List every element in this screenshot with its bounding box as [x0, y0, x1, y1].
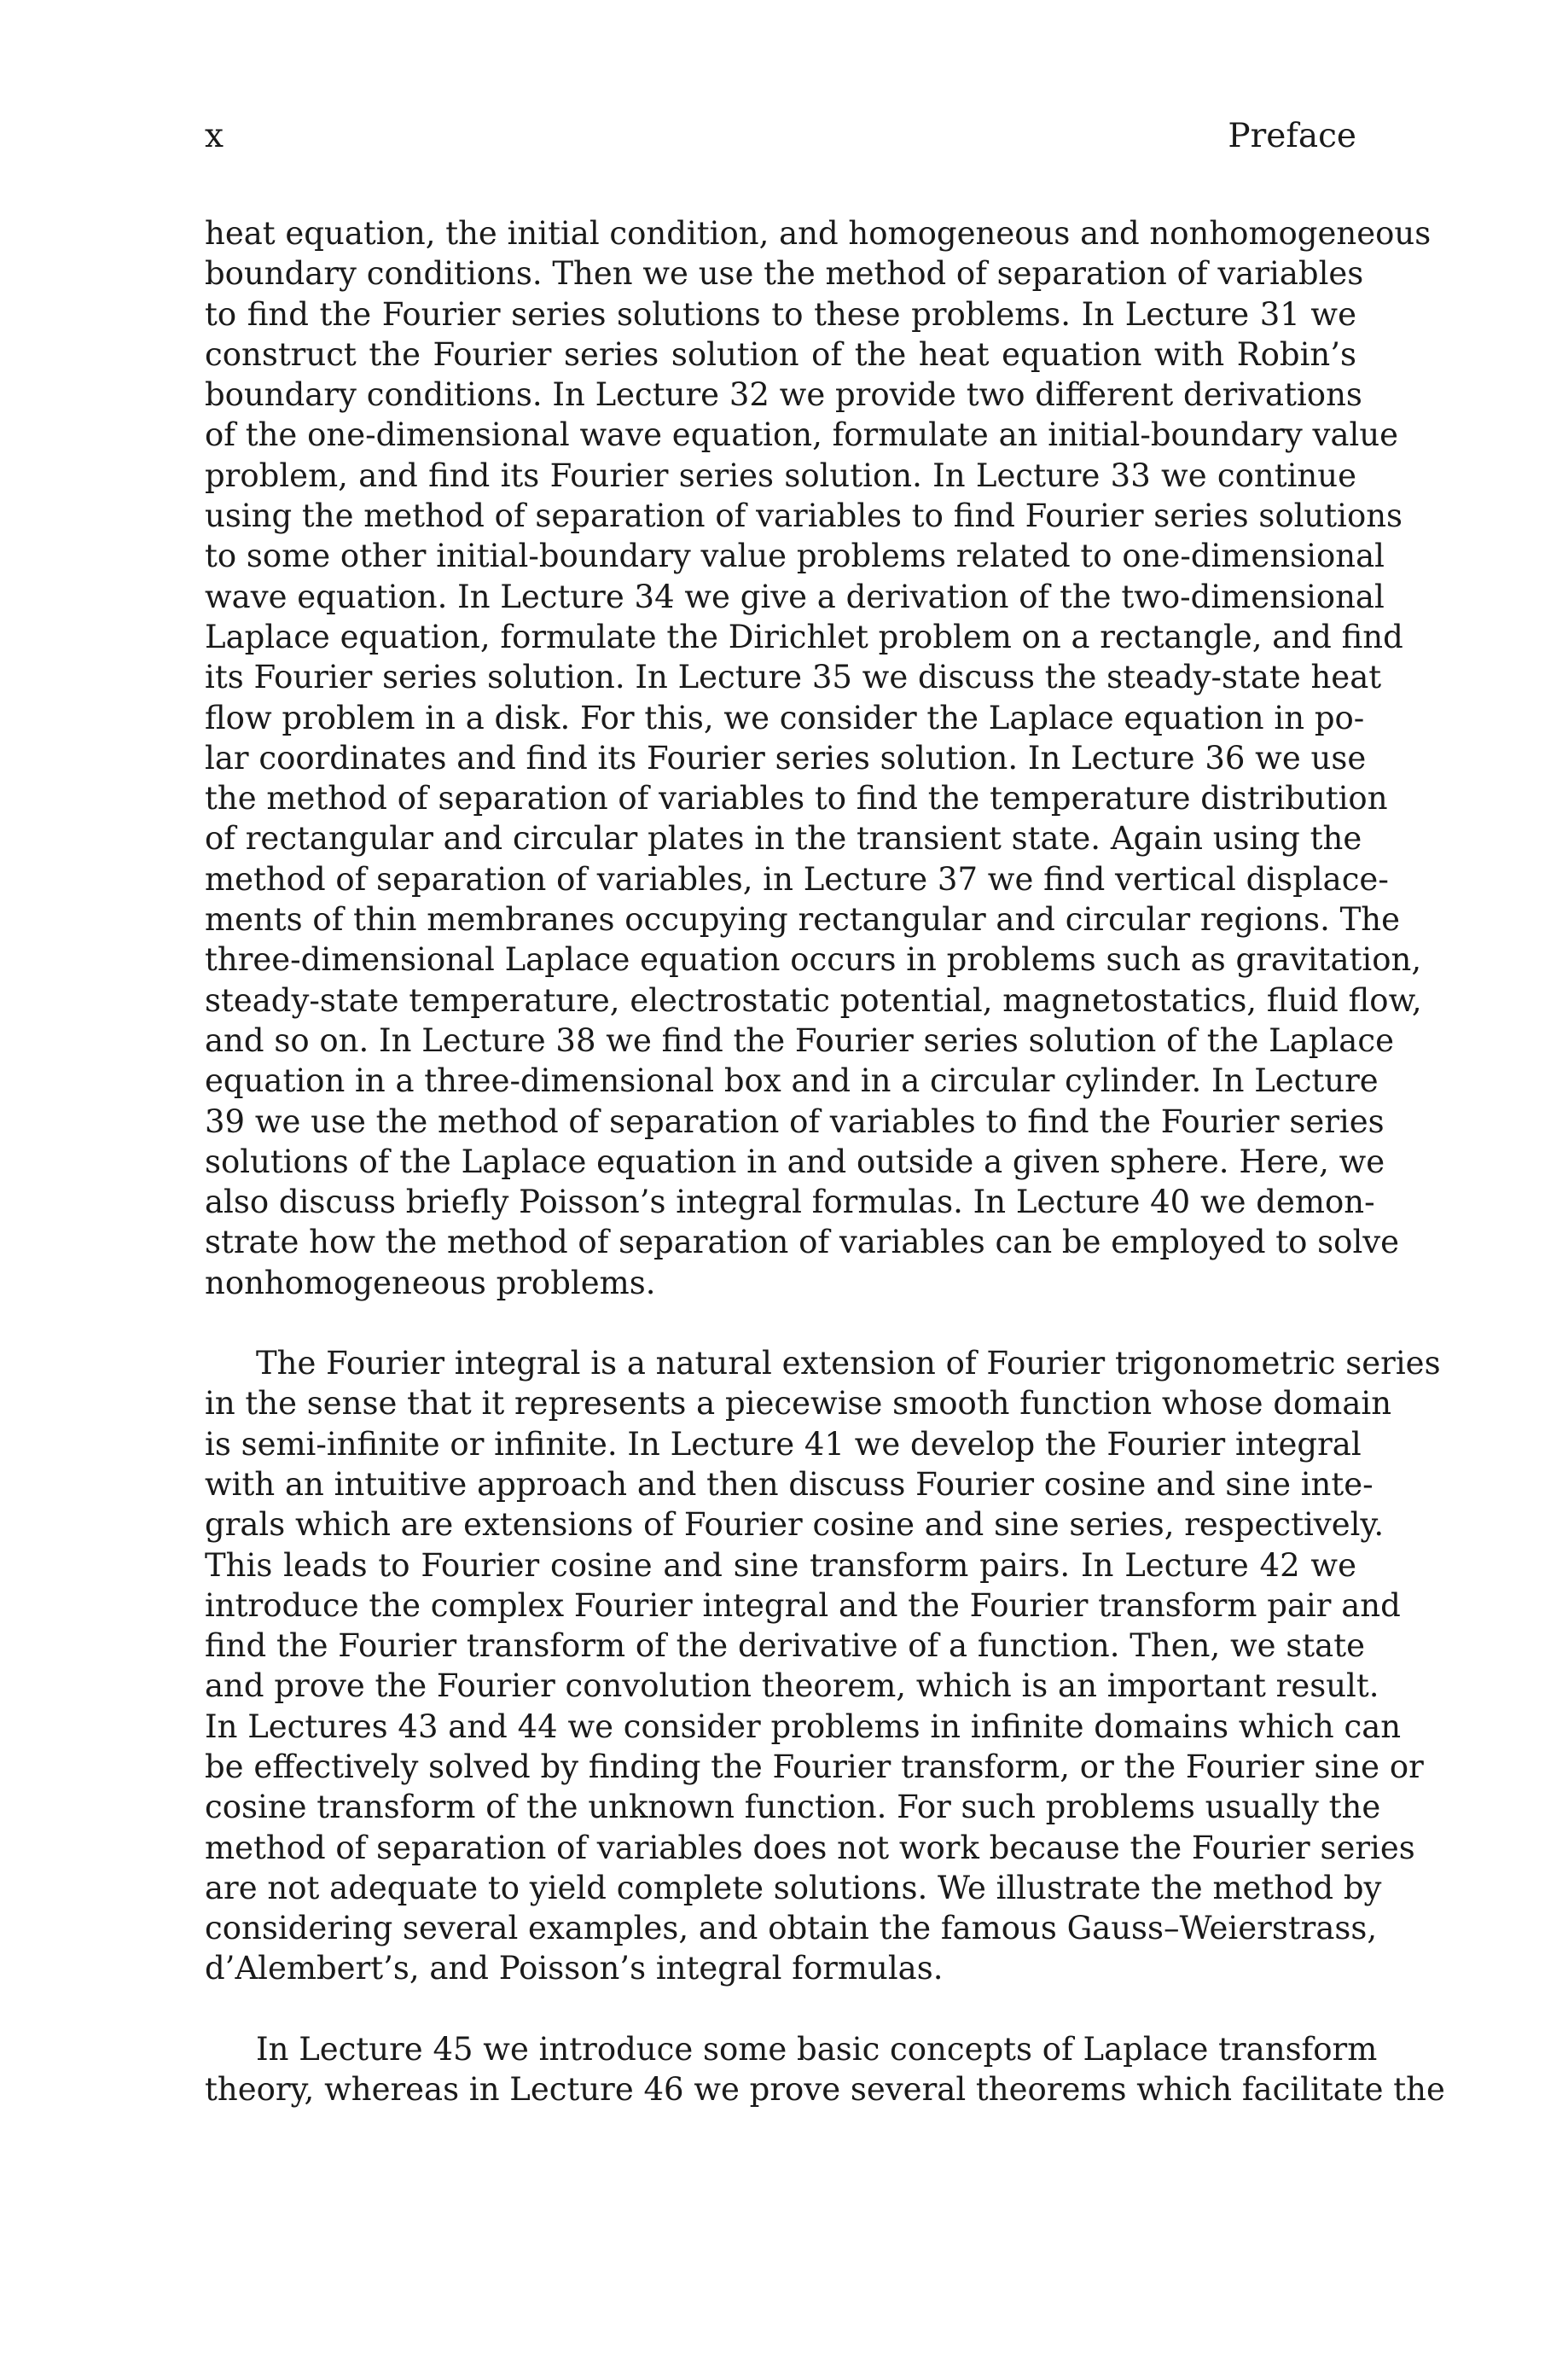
- paragraph-2: [205, 1343, 1441, 1989]
- text-line: in the sense that it represents a piecewise smooth function whose domain: [205, 1385, 1392, 1423]
- text-line: method of separation of variables, in Lecture 37 we find vertical displace-: [205, 860, 1389, 898]
- text-line: This leads to Fourier cosine and sine transform pairs. In Lecture 42 we: [205, 1546, 1356, 1584]
- text-line: nonhomogeneous problems.: [205, 1264, 656, 1301]
- text-line: lar coordinates and find its Fourier series solution. In Lecture 36 we use: [205, 739, 1367, 777]
- text-line: find the Fourier transform of the derivative of a function. Then, we state: [205, 1627, 1366, 1665]
- text-line: steady-state temperature, electrostatic potential, magnetostatics, fluid flow,: [205, 981, 1422, 1019]
- text-line: is semi-infinite or infinite. In Lecture 41 we develop the Fourier integral: [205, 1425, 1362, 1463]
- text-line: In Lecture 45 we introduce some basic concepts of Laplace transform: [256, 2030, 1378, 2068]
- text-line: grals which are extensions of Fourier cosine and sine series, respectively.: [205, 1506, 1385, 1544]
- body-text: [205, 213, 1445, 2109]
- text-line: solutions of the Laplace equation in and outside a given sphere. Here, we: [205, 1143, 1385, 1180]
- text-line: strate how the method of separation of variables can be employed to solve: [205, 1224, 1400, 1261]
- text-line: three-dimensional Laplace equation occurs in problems such as gravitation,: [205, 941, 1422, 979]
- text-line: to find the Fourier series solutions to these problems. In Lecture 31 we: [205, 295, 1356, 333]
- text-line: construct the Fourier series solution of the heat equation with Robin’s: [205, 335, 1356, 373]
- text-line: The Fourier integral is a natural extension of Fourier trigonometric series: [256, 1345, 1441, 1382]
- text-line: its Fourier series solution. In Lecture 35 we discuss the steady-state heat: [205, 659, 1382, 696]
- text-line: of rectangular and circular plates in the transient state. Again using the: [205, 820, 1362, 858]
- text-line: are not adequate to yield complete solutions. We illustrate the method by: [205, 1869, 1382, 1906]
- paragraph-1: [205, 213, 1432, 1303]
- paragraph-3: [205, 2029, 1445, 2110]
- text-line: be effectively solved by finding the Fourier transform, or the Fourier sine or: [205, 1748, 1424, 1785]
- text-line: the method of separation of variables to find the temperature distribution: [205, 780, 1388, 817]
- text-line: introduce the complex Fourier integral and the Fourier transform pair and: [205, 1586, 1401, 1624]
- text-line: method of separation of variables does not work because the Fourier series: [205, 1829, 1415, 1866]
- text-line: considering several examples, and obtain the famous Gauss–Weierstrass,: [205, 1910, 1378, 1947]
- text-line: of the one-dimensional wave equation, formulate an initial-boundary value: [205, 416, 1399, 454]
- text-line: boundary conditions. In Lecture 32 we provide two different derivations: [205, 376, 1362, 414]
- text-line: Laplace equation, formulate the Dirichlet problem on a rectangle, and find: [205, 618, 1403, 655]
- section-title: Preface: [1228, 117, 1356, 155]
- text-line: with an intuitive approach and then discuss Fourier cosine and sine inte-: [205, 1465, 1373, 1503]
- text-line: and so on. In Lecture 38 we find the Fourier series solution of the Laplace: [205, 1021, 1394, 1059]
- text-line: using the method of separation of variables to find Fourier series solutions: [205, 497, 1403, 535]
- text-line: ments of thin membranes occupying rectangular and circular regions. The: [205, 901, 1401, 939]
- text-line: flow problem in a disk. For this, we consider the Laplace equation in po-: [205, 699, 1365, 736]
- page-number: x: [205, 117, 224, 155]
- text-line: equation in a three-dimensional box and in a circular cylinder. In Lecture: [205, 1062, 1379, 1100]
- text-line: theory, whereas in Lecture 46 we prove several theorems which facilitate the: [205, 2071, 1445, 2109]
- text-line: and prove the Fourier convolution theorem, which is an important result.: [205, 1667, 1379, 1705]
- text-line: also discuss briefly Poisson’s integral formulas. In Lecture 40 we demon-: [205, 1184, 1375, 1221]
- text-line: wave equation. In Lecture 34 we give a derivation of the two-dimensional: [205, 578, 1385, 615]
- text-line: boundary conditions. Then we use the method of separation of variables: [205, 255, 1364, 293]
- text-line: to some other initial-boundary value problems related to one-dimensional: [205, 538, 1385, 575]
- text-line: d’Alembert’s, and Poisson’s integral formulas.: [205, 1950, 944, 1987]
- text-line: cosine transform of the unknown function. For such problems usually the: [205, 1789, 1381, 1826]
- text-line: 39 we use the method of separation of variables to find the Fourier series: [205, 1103, 1385, 1140]
- running-head: [205, 111, 1356, 162]
- text-line: In Lectures 43 and 44 we consider problems in infinite domains which can: [205, 1708, 1402, 1745]
- text-line: heat equation, the initial condition, and homogeneous and nonhomogeneous: [205, 215, 1432, 252]
- text-line: problem, and find its Fourier series solution. In Lecture 33 we continue: [205, 457, 1356, 494]
